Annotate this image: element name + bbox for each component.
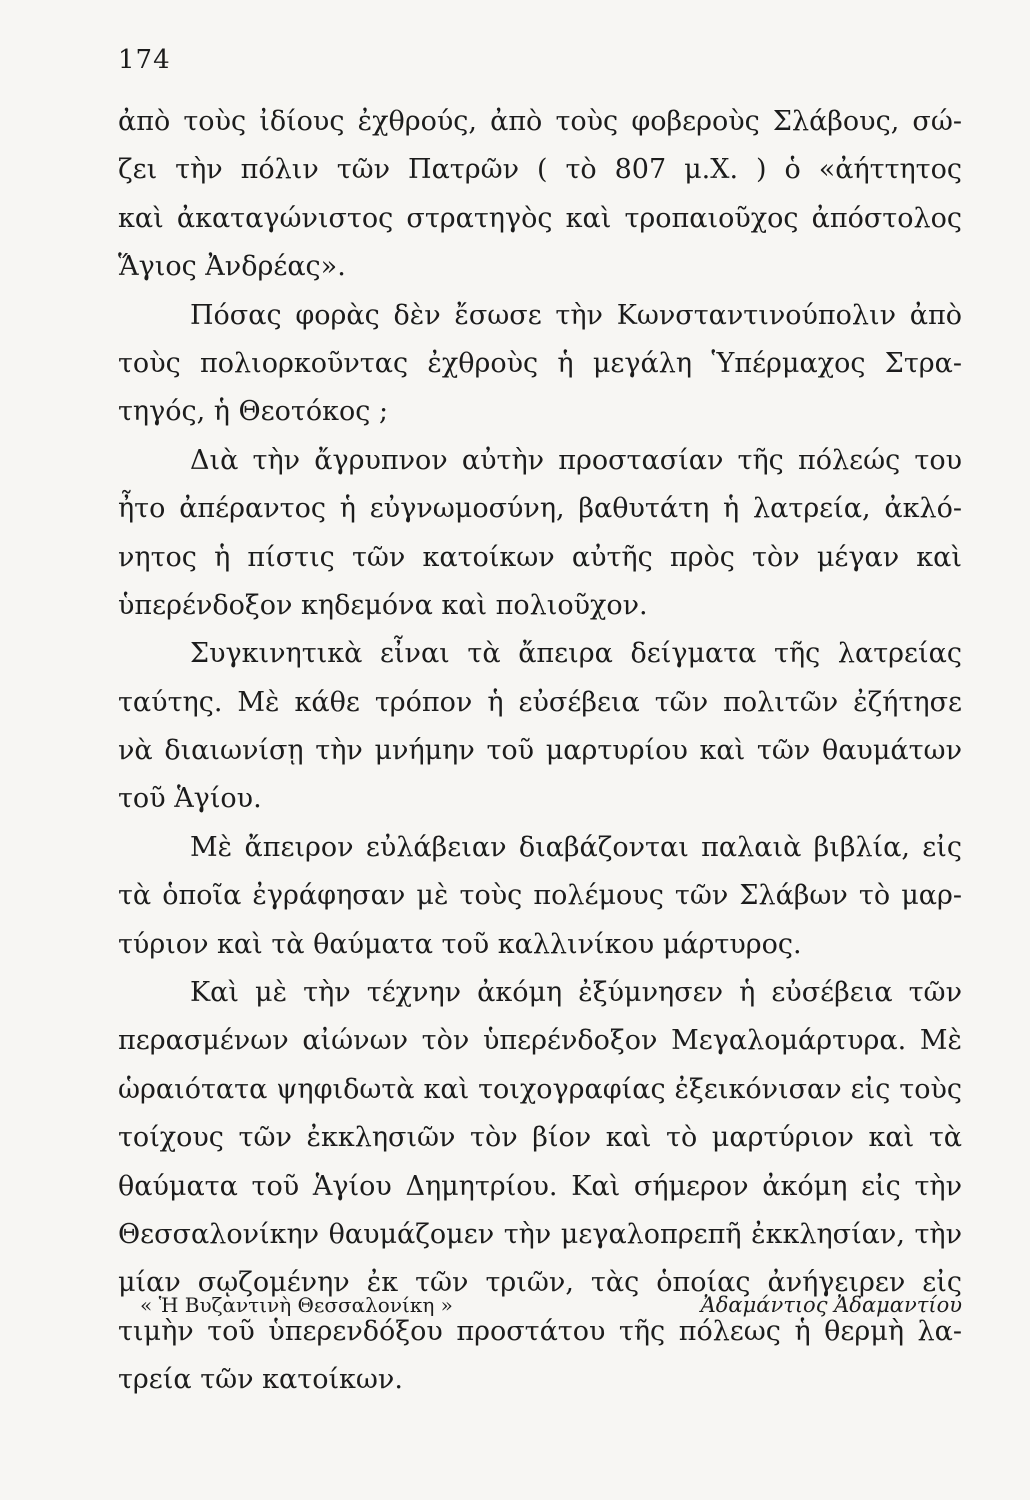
text-line: περασμένων αἰώνων τὸν ὑπερένδοξον Μεγαλομάρτυρα. Μὲ — [118, 1025, 962, 1057]
author-name: Ἀδαμάντιος Ἀδαμαντίου — [700, 1293, 962, 1317]
page-number: 174 — [118, 45, 171, 75]
text-line: ταύτης. Μὲ κάθε τρόπον ἡ εὐσέβεια τῶν πολιτῶν ἐζήτησε — [118, 686, 962, 718]
text-line: Συγκινητικὰ εἶναι τὰ ἄπειρα δείγματα τῆς λατρείας — [190, 638, 962, 670]
text-line: Ἅγιος Ἀνδρέας». — [118, 251, 346, 283]
text-line: ὑπερένδοξον κηδεμόνα καὶ πολιοῦχον. — [118, 589, 648, 621]
text-line: ὡραιότατα ψηφιδωτὰ καὶ τοιχογραφίας ἐξεικόνισαν εἰς τοὺς — [118, 1073, 962, 1105]
text-line: Θεσσαλονίκην θαυμάζομεν τὴν μεγαλοπρεπῆ ἐκκλησίαν, τὴν — [118, 1218, 962, 1250]
text-line: τηγός, ἡ Θεοτόκος ; — [118, 396, 389, 428]
text-line: Διὰ τὴν ἄγρυπνον αὐτὴν προστασίαν τῆς πόλεώς του — [190, 444, 962, 476]
text-line: τοίχους τῶν ἐκκλησιῶν τὸν βίον καὶ τὸ μαρτύριον καὶ τὰ — [118, 1122, 962, 1154]
text-line: τοὺς πολιορκοῦντας ἐχθροὺς ἡ μεγάλη Ὑπέρμαχος Στρα- — [118, 347, 962, 379]
text-line: μίαν σῳζομένην ἐκ τῶν τριῶν, τὰς ὁποίας ἀνήγειρεν εἰς — [118, 1267, 962, 1299]
text-line: ζει τὴν πόλιν τῶν Πατρῶν ( τὸ 807 μ.Χ. ) ὁ «ἀήττητος — [118, 154, 962, 186]
text-line: Μὲ ἄπειρον εὐλάβειαν διαβάζονται παλαιὰ βιβλία, εἰς — [190, 831, 962, 863]
text-line: τρεία τῶν κατοίκων. — [118, 1364, 403, 1396]
text-line: τὰ ὁποῖα ἐγράφησαν μὲ τοὺς πολέμους τῶν Σλάβων τὸ μαρ- — [118, 880, 962, 912]
text-line: ἀπὸ τοὺς ἰδίους ἐχθρούς, ἀπὸ τοὺς φοβεροὺς Σλάβους, σώ- — [118, 106, 962, 137]
text-line: νητος ἡ πίστις τῶν κατοίκων αὐτῆς πρὸς τὸν μέγαν καὶ — [118, 541, 962, 573]
text-line: τύριον καὶ τὰ θαύματα τοῦ καλλινίκου μάρτυρος. — [118, 928, 802, 960]
text-line: ἦτο ἀπέραντος ἡ εὐγνωμοσύνη, βαθυτάτη ἡ λατρεία, ἀκλό- — [118, 493, 962, 525]
text-line: καὶ ἀκαταγώνιστος στρατηγὸς καὶ τροπαιοῦχος ἀπόστολος — [118, 202, 962, 234]
body-text — [118, 98, 962, 1405]
text-line: θαύματα τοῦ Ἁγίου Δημητρίου. Καὶ σήμερον ἀκόμη εἰς τὴν — [118, 1170, 962, 1202]
text-line: τοῦ Ἁγίου. — [118, 783, 262, 815]
text-line: Καὶ μὲ τὴν τέχνην ἀκόμη ἐξύμνησεν ἡ εὐσέβεια τῶν — [190, 977, 962, 1009]
text-line: τιμὴν τοῦ ὑπερενδόξου προστάτου τῆς πόλεως ἡ θερμὴ λα- — [118, 1315, 962, 1347]
source-title: « Ἡ Βυζαντινὴ Θεσσαλονίκη » — [140, 1293, 453, 1317]
text-line: νὰ διαιωνίσῃ τὴν μνήμην τοῦ μαρτυρίου καὶ τῶν θαυμάτων — [118, 735, 962, 767]
text-line: Πόσας φορὰς δὲν ἔσωσε τὴν Κωνσταντινούπολιν ἀπὸ — [190, 299, 962, 331]
